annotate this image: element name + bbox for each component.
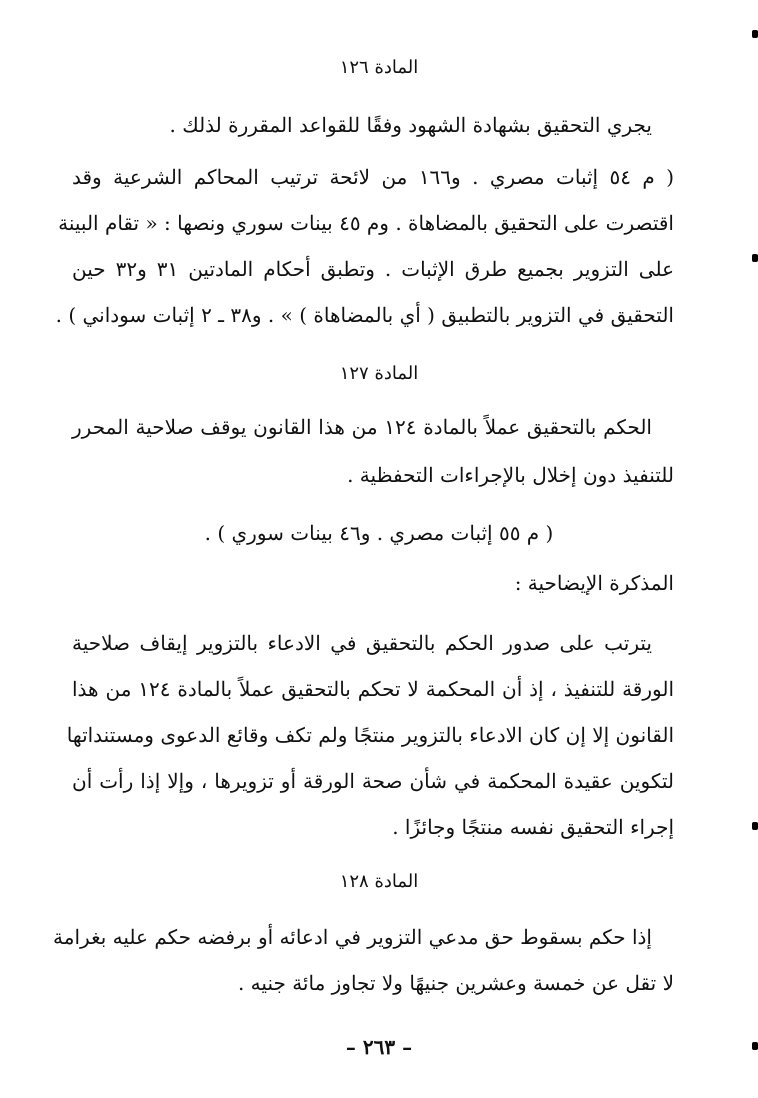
article-128-heading: المادة ١٢٨ bbox=[339, 871, 419, 892]
scan-edge-mark bbox=[752, 1042, 758, 1050]
memo-line-2: الورقة للتنفيذ ، إذ أن المحكمة لا تحكم بالتحقيق عملاً بالمادة ١٢٤ من هذا bbox=[72, 677, 674, 701]
note-126-line-1: ( م ٥٤ إثبات مصري . و١٦٦ من لائحة ترتيب المحاكم الشرعية وقد bbox=[72, 165, 674, 189]
scan-edge-mark bbox=[752, 822, 758, 830]
article-127-reference: ( م ٥٥ إثبات مصري . و٤٦ بينات سوري ) . bbox=[204, 521, 554, 545]
article-127-line-1: الحكم بالتحقيق عملاً بالمادة ١٢٤ من هذا القانون يوقف صلاحية المحرر bbox=[72, 415, 652, 439]
scan-edge-mark bbox=[752, 254, 758, 262]
article-126-heading: المادة ١٢٦ bbox=[339, 57, 419, 78]
article-126-text: يجري التحقيق بشهادة الشهود وفقًا للقواعد المقررة لذلك . bbox=[169, 113, 652, 137]
note-126-line-4: التحقيق في التزوير بالتطبيق ( أي بالمضاهاة ) » . و٣٨ ـ ٢ إثبات سوداني ) . bbox=[55, 303, 674, 327]
article-128-line-2: لا تقل عن خمسة وعشرين جنيهًا ولا تجاوز مائة جنيه . bbox=[237, 971, 674, 995]
scan-edge-mark bbox=[752, 30, 758, 38]
page-number: – ٢٦٣ – bbox=[345, 1035, 413, 1059]
memo-line-1: يترتب على صدور الحكم بالتحقيق في الادعاء بالتزوير إيقاف صلاحية bbox=[72, 631, 652, 655]
memo-line-5: إجراء التحقيق نفسه منتجًا وجائزًا . bbox=[392, 815, 674, 839]
memo-line-4: لتكوين عقيدة المحكمة في شأن صحة الورقة أو تزويرها ، وإلا إذا رأت أن bbox=[72, 769, 674, 793]
article-127-line-2: للتنفيذ دون إخلال بالإجراءات التحفظية . bbox=[347, 463, 674, 487]
article-127-heading: المادة ١٢٧ bbox=[339, 363, 419, 384]
article-128-line-1: إذا حكم بسقوط حق مدعي التزوير في ادعائه أو برفضه حكم عليه بغرامة bbox=[53, 925, 652, 949]
explanatory-memo-title: المذكرة الإيضاحية : bbox=[514, 571, 674, 595]
note-126-line-3: على التزوير بجميع طرق الإثبات . وتطبق أحكام المادتين ٣١ و٣٢ حين bbox=[72, 257, 675, 281]
note-126-line-2: اقتصرت على التحقيق بالمضاهاة . وم ٤٥ بينات سوري ونصها : « تقام البينة bbox=[58, 211, 674, 235]
memo-line-3: القانون إلا إن كان الادعاء بالتزوير منتجًا ولم تكف وقائع الدعوى ومستنداتها bbox=[66, 723, 674, 747]
